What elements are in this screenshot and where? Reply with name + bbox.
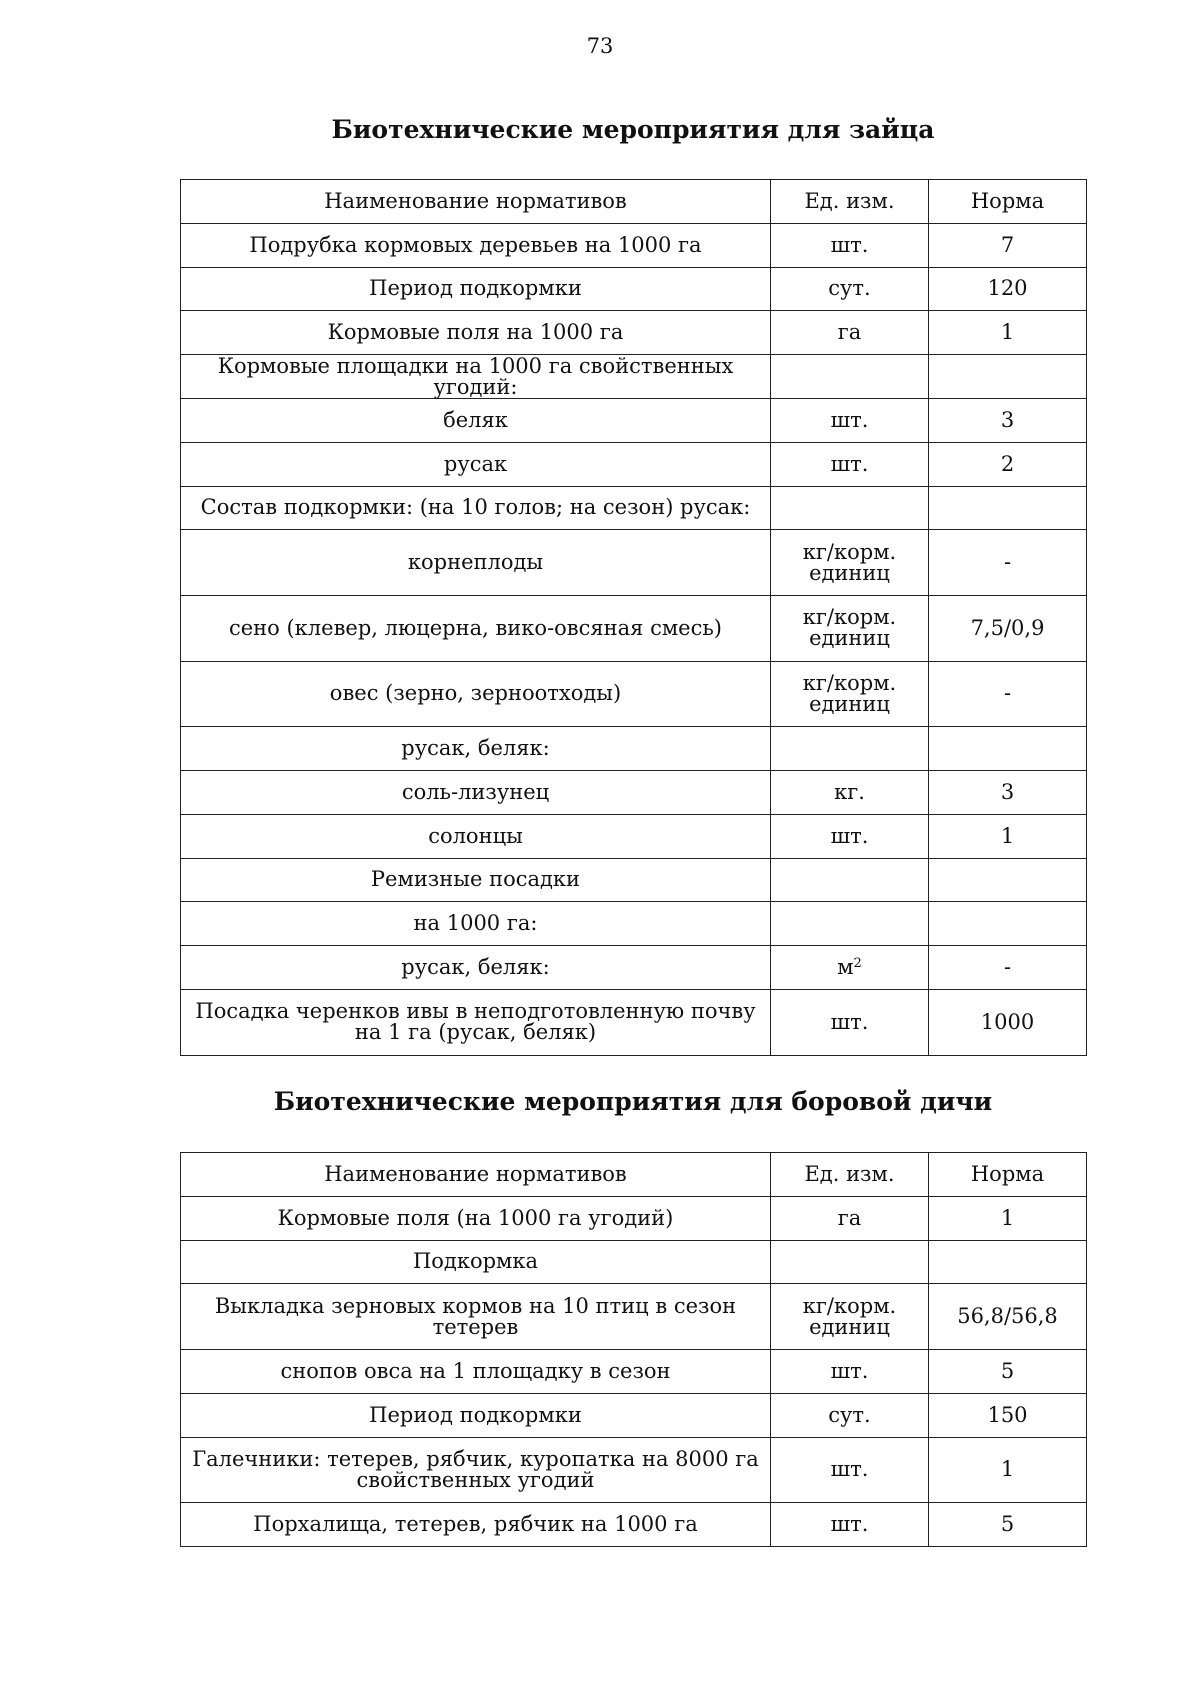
- row-norm: 1: [929, 311, 1087, 355]
- row-norm: 7,5/0,9: [929, 595, 1087, 661]
- column-header-name: Наименование нормативов: [181, 180, 771, 224]
- row-unit: сут.: [771, 1393, 929, 1437]
- row-norm: -: [929, 661, 1087, 727]
- row-unit: кг/корм. единиц: [771, 661, 929, 727]
- column-header-norm: Норма: [929, 1153, 1087, 1197]
- row-unit: кг/корм. единиц: [771, 530, 929, 596]
- row-norm: 3: [929, 398, 1087, 442]
- row-norm: 1: [929, 814, 1087, 858]
- row-norm: [929, 486, 1087, 530]
- column-header-unit: Ед. изм.: [771, 180, 929, 224]
- table-row: [181, 770, 1087, 814]
- row-norm: 5: [929, 1503, 1087, 1547]
- row-unit: [771, 355, 929, 399]
- row-unit: кг.: [771, 770, 929, 814]
- table-header-row: [181, 180, 1087, 224]
- table-row: [181, 727, 1087, 771]
- row-unit: сут.: [771, 267, 929, 311]
- row-name: солонцы: [181, 814, 771, 858]
- row-name: снопов овса на 1 площадку в сезон: [181, 1349, 771, 1393]
- row-unit: [771, 858, 929, 902]
- row-norm: [929, 902, 1087, 946]
- row-norm: 7: [929, 223, 1087, 267]
- row-name: русак, беляк:: [181, 727, 771, 771]
- row-name: Подкормка: [181, 1240, 771, 1284]
- table-row: [181, 267, 1087, 311]
- row-name: овес (зерно, зерноотходы): [181, 661, 771, 727]
- row-norm: 150: [929, 1393, 1087, 1437]
- table-row: [181, 1349, 1087, 1393]
- row-name: Посадка черенков ивы в неподготовленную почву на 1 га (русак, беляк): [181, 989, 771, 1055]
- row-norm: 5: [929, 1349, 1087, 1393]
- row-name: на 1000 га:: [181, 902, 771, 946]
- row-norm: 1000: [929, 989, 1087, 1055]
- row-name: Кормовые площадки на 1000 га свойственных угодий:: [181, 355, 771, 399]
- row-norm: -: [929, 530, 1087, 596]
- row-norm: [929, 1240, 1087, 1284]
- row-unit: [771, 1240, 929, 1284]
- row-name: сено (клевер, люцерна, вико-овсяная смесь): [181, 595, 771, 661]
- row-unit: [771, 486, 929, 530]
- column-header-norm: Норма: [929, 180, 1087, 224]
- row-name: корнеплоды: [181, 530, 771, 596]
- page-number: 73: [586, 34, 614, 58]
- row-norm: 3: [929, 770, 1087, 814]
- table-row: [181, 530, 1087, 596]
- table-header-row: [181, 1153, 1087, 1197]
- table-row: [181, 1284, 1087, 1350]
- row-norm: [929, 355, 1087, 399]
- row-unit: шт.: [771, 1437, 929, 1503]
- row-name: Подрубка кормовых деревьев на 1000 га: [181, 223, 771, 267]
- table-row: [181, 989, 1087, 1055]
- section-title-forest-game: Биотехнические мероприятия для боровой дичи: [273, 1087, 993, 1116]
- row-norm: 56,8/56,8: [929, 1284, 1087, 1350]
- table-row: [181, 1393, 1087, 1437]
- row-unit: шт.: [771, 398, 929, 442]
- row-unit: шт.: [771, 1503, 929, 1547]
- row-norm: 2: [929, 442, 1087, 486]
- table-row: [181, 661, 1087, 727]
- table-row: [181, 486, 1087, 530]
- row-name: Ремизные посадки: [181, 858, 771, 902]
- row-unit: кг/корм. единиц: [771, 1284, 929, 1350]
- row-name: Кормовые поля (на 1000 га угодий): [181, 1196, 771, 1240]
- row-unit: га: [771, 311, 929, 355]
- column-header-name: Наименование нормативов: [181, 1153, 771, 1197]
- table-row: [181, 946, 1087, 990]
- row-unit: шт.: [771, 1349, 929, 1393]
- row-name: беляк: [181, 398, 771, 442]
- row-unit: га: [771, 1196, 929, 1240]
- row-name: русак, беляк:: [181, 946, 771, 990]
- table-row: [181, 223, 1087, 267]
- unit-superscript: 2: [853, 956, 862, 972]
- row-norm: [929, 727, 1087, 771]
- row-norm: 1: [929, 1437, 1087, 1503]
- table-row: [181, 902, 1087, 946]
- forest-game-measures-table: [180, 1152, 1087, 1547]
- row-unit: шт.: [771, 223, 929, 267]
- table-row: [181, 1503, 1087, 1547]
- hare-measures-table: [180, 179, 1087, 1056]
- table-row: [181, 814, 1087, 858]
- row-name: Состав подкормки: (на 10 голов; на сезон) русак:: [181, 486, 771, 530]
- row-name: русак: [181, 442, 771, 486]
- row-unit: шт.: [771, 814, 929, 858]
- unit-base: м: [837, 955, 854, 980]
- row-unit: кг/корм. единиц: [771, 595, 929, 661]
- section-title-hare: Биотехнические мероприятия для зайца: [331, 115, 935, 144]
- table-row: [181, 398, 1087, 442]
- row-unit: [771, 727, 929, 771]
- table-row: [181, 442, 1087, 486]
- row-name: Порхалища, тетерев, рябчик на 1000 га: [181, 1503, 771, 1547]
- row-name: Период подкормки: [181, 267, 771, 311]
- row-unit: [771, 902, 929, 946]
- table-row: [181, 1437, 1087, 1503]
- table-row: [181, 311, 1087, 355]
- table-row: [181, 1196, 1087, 1240]
- row-name: Период подкормки: [181, 1393, 771, 1437]
- row-norm: 1: [929, 1196, 1087, 1240]
- row-name: Выкладка зерновых кормов на 10 птиц в сезон тетерев: [181, 1284, 771, 1350]
- table-row: [181, 1240, 1087, 1284]
- row-norm: 120: [929, 267, 1087, 311]
- row-name: Кормовые поля на 1000 га: [181, 311, 771, 355]
- row-unit: шт.: [771, 442, 929, 486]
- row-unit: [771, 946, 929, 990]
- table-row: [181, 355, 1087, 399]
- row-unit: шт.: [771, 989, 929, 1055]
- table-row: [181, 595, 1087, 661]
- table-row: [181, 858, 1087, 902]
- column-header-unit: Ед. изм.: [771, 1153, 929, 1197]
- row-name: соль-лизунец: [181, 770, 771, 814]
- row-norm: -: [929, 946, 1087, 990]
- row-norm: [929, 858, 1087, 902]
- row-name: Галечники: тетерев, рябчик, куропатка на 8000 га свойственных угодий: [181, 1437, 771, 1503]
